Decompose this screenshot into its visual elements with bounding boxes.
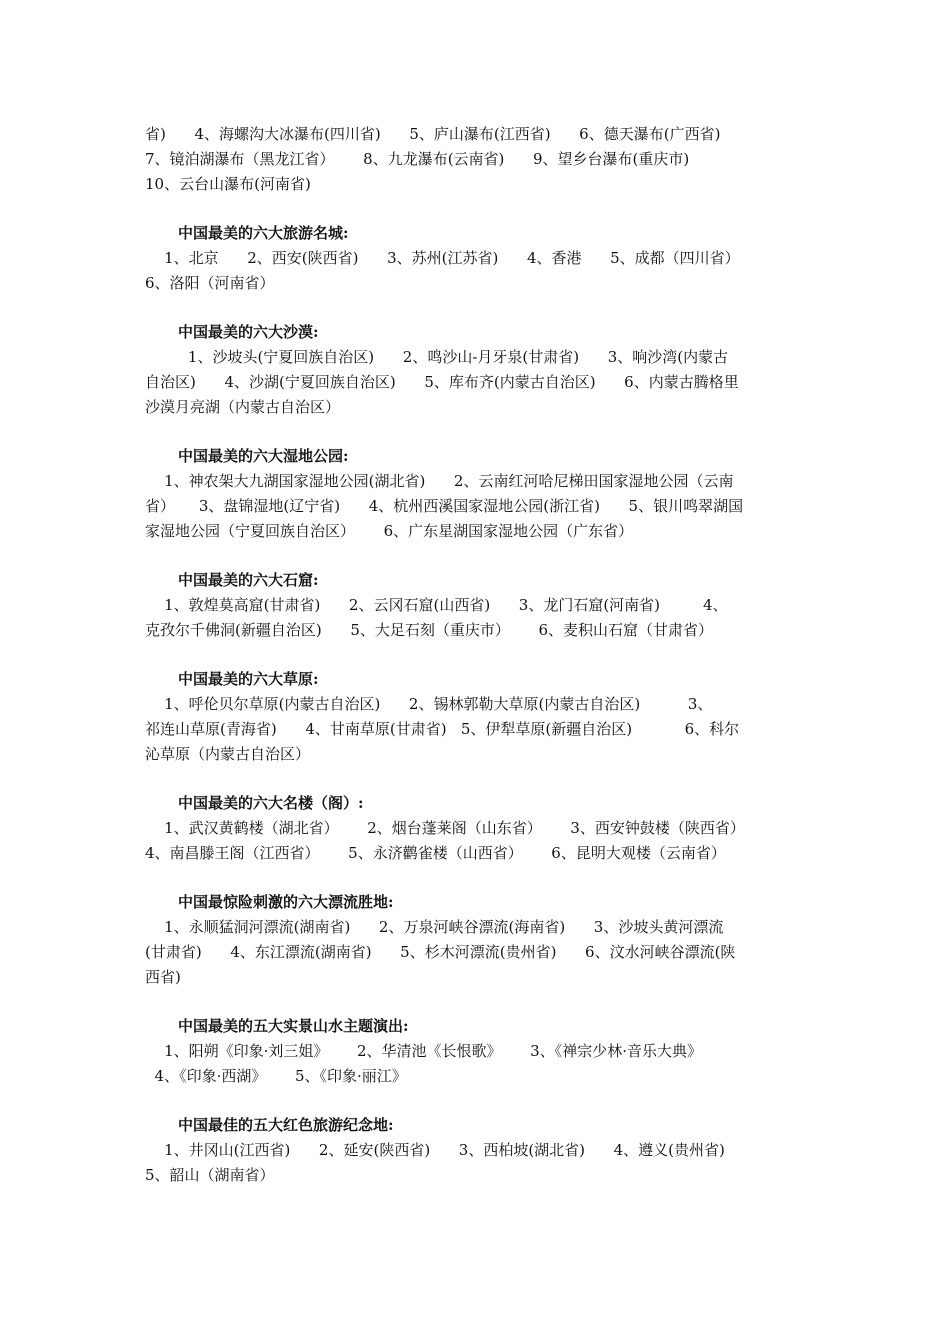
- section-line: 1、武汉黄鹤楼（湖北省） 2、烟台蓬莱阁（山东省） 3、西安钟鼓楼（陕西省）: [145, 819, 745, 837]
- spacer: [145, 1089, 807, 1113]
- section-line: 省） 3、盘锦湿地(辽宁省) 4、杭州西溪国家湿地公园(浙江省) 5、银川鸣翠湖国: [145, 497, 744, 515]
- spacer: [145, 420, 807, 444]
- section-heading: 中国最美的六大名楼（阁）:: [178, 794, 364, 812]
- spacer: [145, 990, 807, 1014]
- section-line: 4、《印象·西湖》 5、《印象·丽江》: [145, 1067, 407, 1085]
- spacer: [145, 544, 807, 568]
- section-line: 1、呼伦贝尔草原(内蒙古自治区) 2、锡林郭勒大草原(内蒙古自治区) 3、: [145, 695, 713, 713]
- section-line: 祁连山草原(青海省) 4、甘南草原(甘肃省) 5、伊犁草原(新疆自治区) 6、科尔: [145, 720, 740, 738]
- section-heading: 中国最美的六大草原:: [178, 670, 319, 688]
- intro-line: 10、云台山瀑布(河南省): [145, 175, 311, 193]
- section-line: 1、永顺猛洞河漂流(湖南省) 2、万泉河峡谷漂流(海南省) 3、沙坡头黄河漂流: [145, 918, 724, 936]
- section-heading: 中国最惊险刺激的六大漂流胜地:: [178, 893, 394, 911]
- section-line: 1、井冈山(江西省) 2、延安(陕西省) 3、西柏坡(湖北省) 4、遵义(贵州省): [145, 1141, 725, 1159]
- section-line: 5、韶山（湖南省）: [145, 1166, 275, 1184]
- section-line: 沙漠月亮湖（内蒙古自治区）: [145, 398, 341, 416]
- section-heading: 中国最美的六大旅游名城:: [178, 224, 349, 242]
- section-line: 1、北京 2、西安(陕西省) 3、苏州(江苏省) 4、香港 5、成都（四川省）: [145, 249, 740, 267]
- section-line: 西省): [145, 968, 181, 986]
- spacer: [145, 866, 807, 890]
- intro-line: 7、镜泊湖瀑布（黑龙江省） 8、九龙瀑布(云南省) 9、望乡台瀑布(重庆市): [145, 150, 690, 168]
- section-heading: 中国最美的六大沙漠:: [178, 323, 319, 341]
- section-line: 克孜尔千佛洞(新疆自治区) 5、大足石刻（重庆市） 6、麦积山石窟（甘肃省）: [145, 621, 714, 639]
- spacer: [145, 296, 807, 320]
- section-line: 自治区) 4、沙湖(宁夏回族自治区) 5、库布齐(内蒙古自治区) 6、内蒙古腾格里: [145, 373, 739, 391]
- document-page: [145, 122, 807, 1188]
- section-heading: 中国最美的六大湿地公园:: [178, 447, 349, 465]
- section-line: 4、南昌滕王阁（江西省） 5、永济鹳雀楼（山西省） 6、昆明大观楼（云南省）: [145, 844, 726, 862]
- section-line: 1、沙坡头(宁夏回族自治区) 2、鸣沙山-月牙泉(甘肃省) 3、响沙湾(内蒙古: [145, 348, 729, 366]
- spacer: [145, 643, 807, 667]
- spacer: [145, 767, 807, 791]
- section-line: 1、敦煌莫高窟(甘肃省) 2、云冈石窟(山西省) 3、龙门石窟(河南省) 4、: [145, 596, 728, 614]
- section-line: 家湿地公园（宁夏回族自治区） 6、广东星湖国家湿地公园（广东省）: [145, 522, 634, 540]
- section-line: 沁草原（内蒙古自治区）: [145, 745, 311, 763]
- spacer: [145, 197, 807, 221]
- intro-line: 省) 4、海螺沟大冰瀑布(四川省) 5、庐山瀑布(江西省) 6、德天瀑布(广西省): [145, 125, 721, 143]
- section-line: 6、洛阳（河南省）: [145, 274, 275, 292]
- section-heading: 中国最美的六大石窟:: [178, 571, 319, 589]
- section-line: 1、阳朔《印象·刘三姐》 2、华清池《长恨歌》 3、《禅宗少林·音乐大典》: [145, 1042, 702, 1060]
- section-heading: 中国最美的五大实景山水主题演出:: [178, 1017, 409, 1035]
- section-line: (甘肃省) 4、东江漂流(湖南省) 5、杉木河漂流(贵州省) 6、汶水河峡谷漂流(陕: [145, 943, 736, 961]
- section-heading: 中国最佳的五大红色旅游纪念地:: [178, 1116, 394, 1134]
- section-line: 1、神农架大九湖国家湿地公园(湖北省) 2、云南红河哈尼梯田国家湿地公园（云南: [145, 472, 734, 490]
